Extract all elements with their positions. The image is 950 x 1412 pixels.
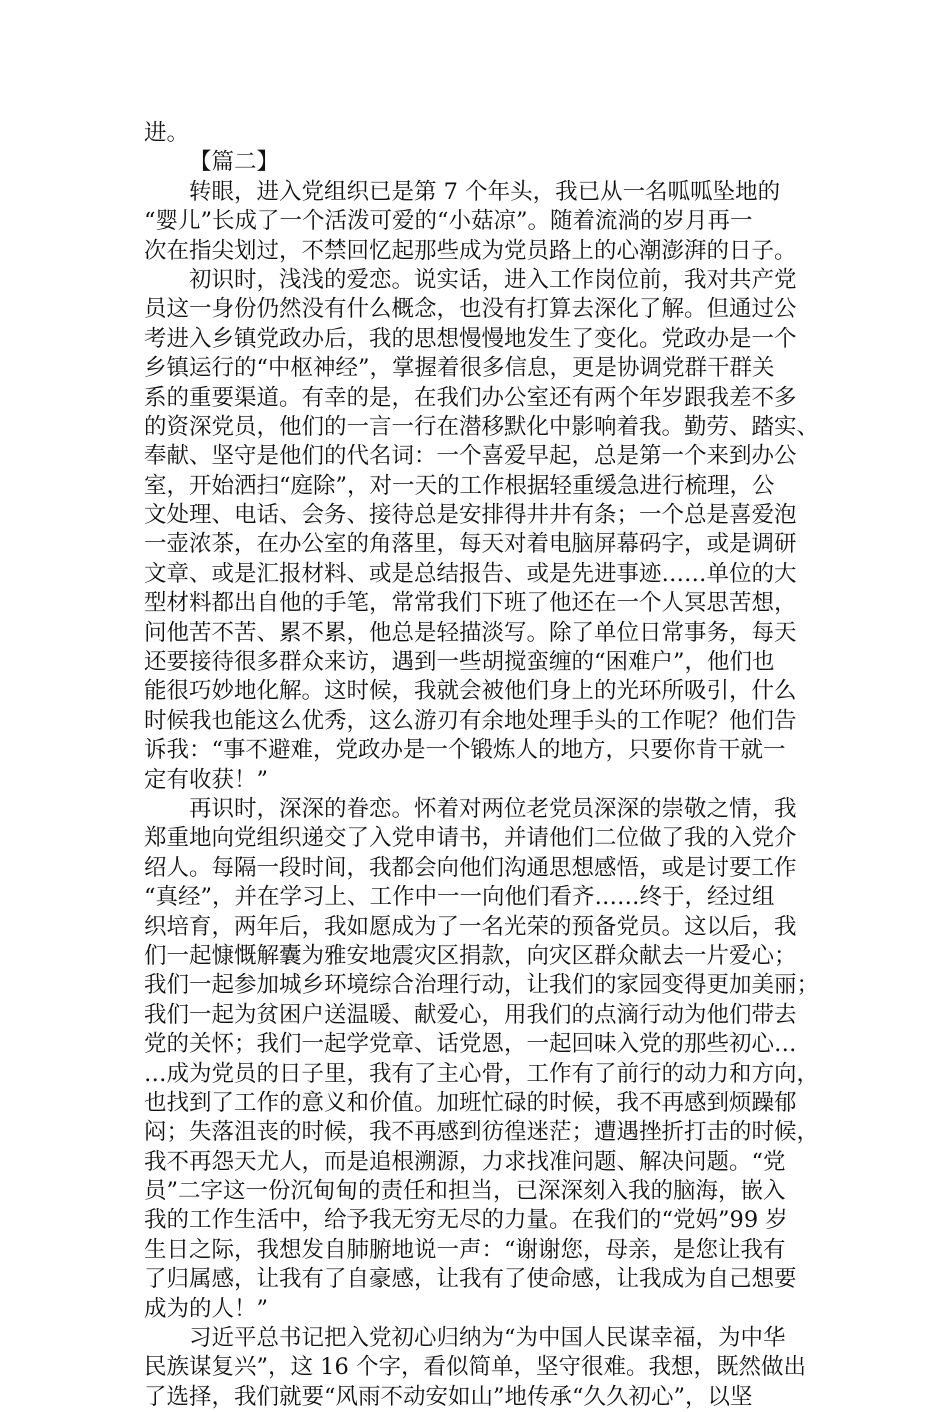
- text-line: 绍人。每隔一段时间，我都会向他们沟通思想感悟，或是讨要工作: [144, 854, 797, 881]
- text-line: 了归属感，让我有了自豪感，让我有了使命感，让我成为自己想要: [144, 1266, 797, 1293]
- text-line: …成为党员的日子里，我有了主心骨，工作有了前行的动力和方向，: [144, 1060, 820, 1087]
- text-line: 的资深党员，他们的一言一行在潜移默化中影响着我。勤劳、踏实、: [144, 413, 820, 440]
- text-line: 员”二字这一份沉甸甸的责任和担当，已深深刻入我的脑海，嵌入: [144, 1178, 786, 1205]
- text-line: 员这一身份仍然没有什么概念，也没有打算去深化了解。但通过公: [144, 296, 797, 323]
- text-line: 织培育，两年后，我如愿成为了一名光荣的预备党员。这以后，我: [144, 913, 797, 940]
- text-line: 时候我也能这么优秀，这么游刃有余地处理手头的工作呢？他们告: [144, 707, 797, 734]
- text-line: 我们一起参加城乡环境综合治理行动，让我们的家园变得更加美丽；: [144, 972, 820, 999]
- text-line: 我不再怨天尤人，而是追根溯源，力求找准问题、解决问题。“党: [144, 1148, 786, 1175]
- document-body: [144, 119, 820, 1412]
- text-line: 我的工作生活中，给予我无穷无尽的力量。在我们的“党妈”99 岁: [144, 1207, 788, 1234]
- text-line: 定有收获！”: [144, 766, 269, 793]
- text-line: 一壶浓茶，在办公室的角落里，每天对着电脑屏幕码字，或是调研: [144, 531, 797, 558]
- text-line: 奉献、坚守是他们的代名词：一个喜爱早起，总是第一个来到办公: [144, 443, 797, 470]
- text-line: 型材料都出自他的手笔，常常我们下班了他还在一个人冥思苦想，: [144, 590, 797, 617]
- text-line: 郑重地向党组织递交了入党申请书，并请他们二位做了我的入党介: [144, 825, 797, 852]
- text-line: 党的关怀；我们一起学党章、话党恩，一起回味入党的那些初心…: [144, 1031, 797, 1058]
- text-line: “真经”，并在学习上、工作中一一向他们看齐……终于，经过组: [144, 884, 775, 911]
- text-line: 还要接待很多群众来访，遇到一些胡搅蛮缠的“困难户”，他们也: [144, 649, 775, 676]
- text-line: 系的重要渠道。有幸的是，在我们办公室还有两个年岁跟我差不多: [144, 384, 797, 411]
- text-line: 民族谋复兴”，这 16 个字，看似简单，坚守很难。我想，既然做出: [144, 1354, 806, 1381]
- text-line: 了选择，我们就要“风雨不动安如山”地传承“久久初心”，以坚: [144, 1383, 753, 1410]
- text-line: 次在指尖划过，不禁回忆起那些成为党员路上的心潮澎湃的日子。: [144, 237, 797, 264]
- text-line: 成为的人！”: [144, 1295, 269, 1322]
- text-line: 文章、或是汇报材料、或是总结报告、或是先进事迹……单位的大: [144, 560, 797, 587]
- text-line: “婴儿”长成了一个活泼可爱的“小菇凉”。随着流淌的岁月再一: [144, 208, 753, 235]
- text-line: 们一起慷慨解囊为雅安地震灾区捐款，向灾区群众献去一片爱心；: [144, 942, 797, 969]
- text-line: 我们一起为贫困户送温暖、献爱心，用我们的点滴行动为他们带去: [144, 1001, 797, 1028]
- text-line: 习近平总书记把入党初心归纳为“为中国人民谋幸福，为中华: [189, 1325, 786, 1352]
- text-line: 文处理、电话、会务、接待总是安排得井井有条；一个总是喜爱泡: [144, 502, 797, 529]
- text-line: 诉我：“事不避难，党政办是一个锻炼人的地方，只要你肯干就一: [144, 737, 786, 764]
- text-line: 能很巧妙地化解。这时候，我就会被他们身上的光环所吸引，什么: [144, 678, 797, 705]
- text-line: 闷；失落沮丧的时候，我不再感到彷徨迷茫；遭遇挫折打击的时候，: [144, 1119, 820, 1146]
- text-line: 【篇二】: [189, 149, 280, 176]
- text-line: 室，开始洒扫“庭除”，对一天的工作根据轻重缓急进行梳理，公: [144, 472, 775, 499]
- text-line: 转眼，进入党组织已是第 7 个年头，我已从一名呱呱坠地的: [189, 178, 781, 205]
- text-line: 考进入乡镇党政办后，我的思想慢慢地发生了变化。党政办是一个: [144, 325, 797, 352]
- text-line: 问他苦不苦、累不累，他总是轻描淡写。除了单位日常事务，每天: [144, 619, 797, 646]
- text-line: 进。: [144, 120, 190, 146]
- text-line: 乡镇运行的“中枢神经”，掌握着很多信息，更是协调党群干群关: [144, 355, 775, 382]
- text-line: 也找到了工作的意义和价值。加班忙碌的时候，我不再感到烦躁郁: [144, 1089, 797, 1116]
- text-line: 再识时，深深的眷恋。怀着对两位老党员深深的崇敬之情，我: [189, 795, 797, 822]
- text-line: 生日之际，我想发自肺腑地说一声：“谢谢您，母亲，是您让我有: [144, 1236, 786, 1263]
- text-line: 初识时，浅浅的爱恋。说实话，进入工作岗位前，我对共产党: [189, 266, 797, 293]
